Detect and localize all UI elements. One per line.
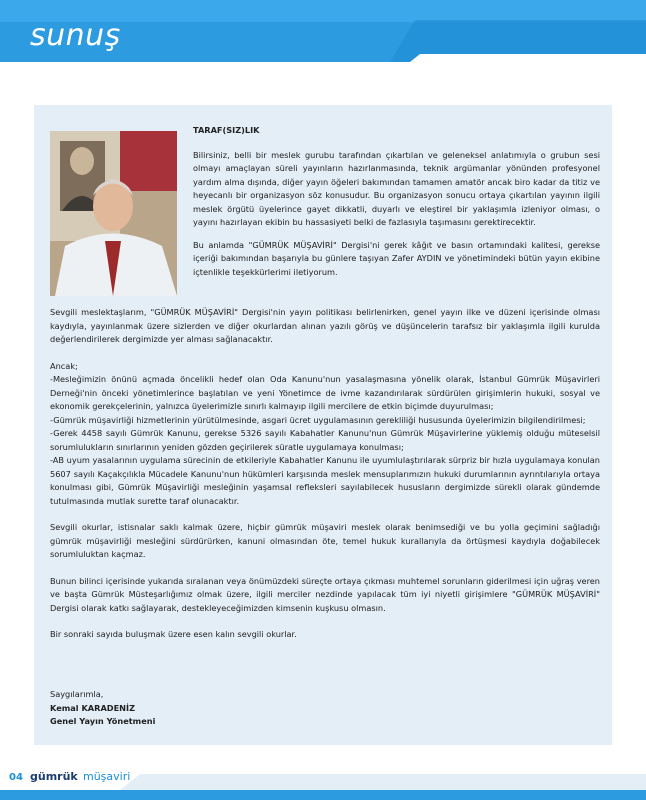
signature-block	[50, 688, 155, 729]
body-line: -Gerek 4458 sayılı Gümrük Kanunu, gerekse 5326 sayılı Kabahatler Kanunu'nun Gümrük Müşavirlerine yüklemiş olduğu müteselsil sorumlulukların sınırlarının yeniden gözden geçirilerek süratle uygulamaya konulması;	[50, 428, 600, 452]
body-line: Bir sonraki sayıda buluşmak üzere esen kalın sevgili okurlar.	[50, 629, 297, 639]
body-paragraph	[50, 628, 600, 642]
magazine-logo-light: müşaviri	[83, 770, 131, 783]
body-line: Sevgili okurlar, istisnalar saklı kalmak üzere, hiçbir gümrük müşaviri meslek olarak benimsediği ve bu yolla geçimini sağladığı gümrük müşavirliği mesleğini sürdürürken, kanuni olmasından öte, temel hukuk kurallarıyla da örtüşmesi kaydıyla doğabilecek sorumluluktan kaçmaz.	[50, 522, 600, 559]
section-title: sunuş	[30, 18, 121, 53]
body-line: Sevgili meslektaşlarım, "GÜMRÜK MÜŞAVİRİ" Dergisi'nin yayın politikası belirlenirken, genel yayın ilke ve düzeni içerisinde olması kaydıyla, yayınlanmak üzere sizlerden ve diğer okurlardan alınan yazılı görüş ve düşüncelerin tarafsız bir yaklaşımla ilgili kurulda değerlendirilerek dergimizde yer alması sağlanacaktır.	[50, 307, 600, 344]
body-line: -Mesleğimizin önünü açmada öncelikli hedef olan Oda Kanunu'nun yasalaşmasına yönelik olarak, İstanbul Gümrük Müşavirleri Derneği'nin önceki yönetimlerince başlatılan ve yeni Yönetimce de ivme kazandırılarak sürdürülen girişimlerin hukuki, sosyal ve ekonomik gerekçelerinin, yalnızca üyelerimizle sınırlı kalmayıp ilgili mercilere de etkin biçimde duyurulması;	[50, 374, 600, 411]
intro-column	[193, 124, 600, 288]
signature-closing: Saygılarımla,	[50, 689, 104, 699]
body-line: Ancak;	[50, 360, 78, 371]
article-body	[50, 306, 600, 655]
body-paragraph	[50, 360, 600, 509]
author-photo	[50, 131, 177, 296]
intro-paragraph: Bu anlamda "GÜMRÜK MÜŞAVİRİ" Dergisi'ni gerek kâğıt ve basın ortamındaki kalitesi, gerekse içeriği bakımından başarıyla bu günlere taşıyan Zafer AYDIN ve yönetimindeki bütün yayın ekibine içtenlikle teşekkürlerimi iletiyorum.	[193, 239, 600, 277]
body-paragraph	[50, 575, 600, 616]
signature-name: Kemal KARADENİZ	[50, 702, 136, 713]
body-paragraph	[50, 521, 600, 562]
article-heading: TARAF(SIZ)LIK	[193, 125, 260, 135]
magazine-logo-bold: gümrük	[30, 770, 78, 783]
body-line: -Gümrük müşavirliği hizmetlerinin yürütülmesinde, asgari ücret uygulamasının gerekliliği hususunda üyelerimizin bilgilendirilmesi;	[50, 414, 586, 425]
signature-role: Genel Yayın Yönetmeni	[50, 716, 156, 726]
intro-paragraph: Bilirsiniz, belli bir meslek gurubu tarafından çıkartılan ve geleneksel anlatımıyla o grubun sesi olmayı amaçlayan süreli yayınların hazırlanmasında, teknik argümanlar yönünden profesyonel yardım alma dışında, diğer yayın öğeleri bakımından tamamen amatör ancak biro kadar da titiz ve heyecanlı bir organizasyon söz konusudur. Bu organizasyon sonucu ortaya çıkartılan yayının ilgili meslek örgütü üyelerince gayet dikkatli, duyarlı ve eleştirel bir yaklaşımla izleniyor olması, o yayını hazırlayan ekibin bu hassasiyeti belki de fazlasıyla taşımasını gerektirecektir.	[193, 149, 600, 227]
body-line: -AB uyum yasalarının uygulama sürecinin de etkileriyle Kabahatler Kanunu ile uyumlulaştırılarak sürpriz bir hızla uygulamaya konulan 5607 sayılı Kaçakçılıkla Mücadele Kanunu'nun hükümleri karşısında meslek mensuplarımızın hukuki durumlarının ayrıntılarıyla ortaya konulması gibi, Gümrük Müşavirliği mesleğinin yaşamsal refleksleri sayılabilecek hususların dergimizde sürekli olarak gündemde tutulmasında mutlak surette taraf olunacaktır.	[50, 455, 600, 506]
page-number: 04	[9, 772, 23, 783]
body-line: Bunun bilinci içerisinde yukarıda sıralanan veya önümüzdeki süreçte ortaya çıkması muhtemel sorunların giderilmesi için uğraş veren ve başta Gümrük Müsteşarlığımız olmak üzere, ilgili merciler nezdinde yapılacak tüm iyi niyetli girişimlere "GÜMRÜK MÜŞAVİRİ" Dergisi olarak katkı sağlayarak, destekleyeceğimizden kimsenin kuşkusu olmasın.	[50, 575, 600, 613]
body-paragraph	[50, 306, 600, 347]
